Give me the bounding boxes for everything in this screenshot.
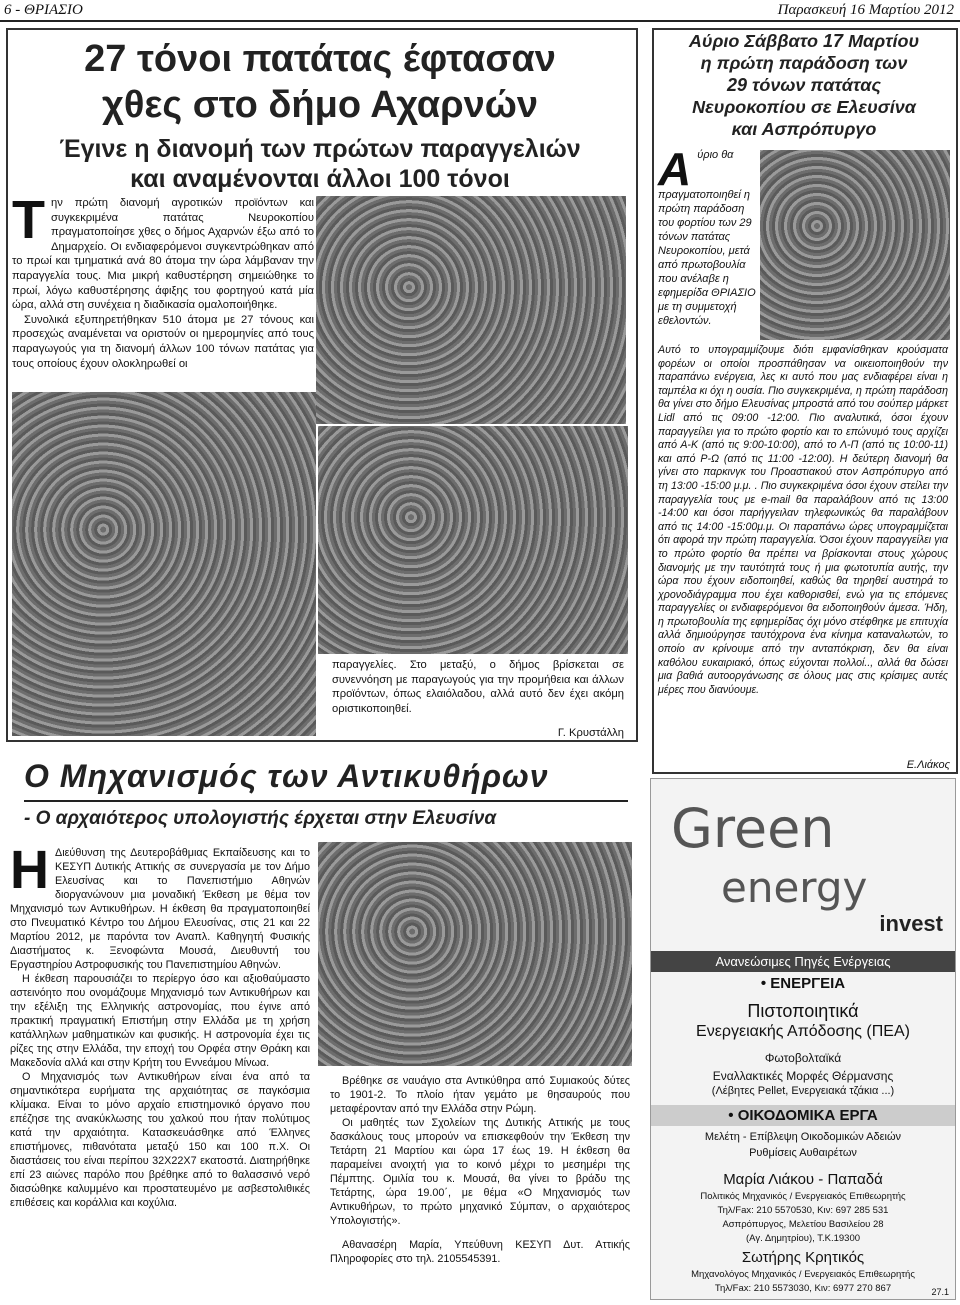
antikythera-mechanism-photo [318, 842, 632, 1066]
article2-title: Ο Μηχανισμός των Αντικυθήρων [24, 758, 549, 794]
ad-person2-title: Μηχανολόγος Μηχανικός / Ενεργειακός Επιθεωρητής [691, 1269, 915, 1280]
ad-tagline: Ανανεώσιμες Πηγές Ενέργειας [651, 951, 955, 972]
sidebar-body: Αυτό το υπογραμμίζουμε διότι εμφανίσθηκαν κρούσματα φορέων οι οποίοι προσπάθησαν να οικειοποιηθούν την παραπάνω ενέργεια, λες κι αυτό που μας ενδιαφέρει είναι η ταμπέλα κι όχι η ουσία. Πιο συγκεκριμένα, η πρώτη παράδοση θα γίνει στο δήμο Ελευσίνας μπροστά από του σούπερ μάρκετ Lidl από τις 09:00 -12:00. Πιο αναλυτικά, όσοι έχουν παραγγείλει για το πρώτο φορτίο και το επώνυμό τους αρχίζει από Α-Κ (από τις 9:00-10:00), από το Λ-Π (από τις 10:00-11) και από Ρ-Ω (από τις 11:00 -12:00). Η δεύτερη διανομή θα γίνει στο παρκινγκ του Προαστιακού στον Ασπρόπυργο από τη 13:00 -15:00 μ.μ. . Πιο συγκεκριμένα όσοι έχουν στείλει την παραγγελία τους με e-mail θα παραλάβουν από τις 13:00 -14:00 και όσοι παρήγγειλαν τηλεφωνικώς θα παραλάβουν από τις 14:00 -15:00μ.μ. Οι παραπάνω ώρες υπογραμμίζεται ότι αφορά την πρώτη παραγγελία. Όσοι έχουν παραγγείλει για το πρώτο φορτίο θα πρέπει να βρίσκονται στους χώρους διανομής με την ταυτότητά τους ή μια φωτοτυπία αυτής, την ώρα που έχουν ειδοποιηθεί, καθώς θα τηρηθεί αυστηρά το χρονοδιάγραμμα που έχει καθορισθεί, ενώ για τις επόμενες παραγγελίες οι ενδιαφερόμενοι θα ειδοποιηθούν άμεσα. Ήδη, η πρωτοβουλία της εφημερίδας όχι μόνο στέφθηκε με επιτυχία αλλά δημιούργησε ταυτόχρονα ένα κίνημα καταναλωτών, το οποίο αν κρίνουμε από την ανταπόκριση, δεν θα είναι καθόλου ευκαιριακό, όπως εύχονται πολλοί.., αλλά θα δώσει μια βαθιά αυτοοργάνωσης σε όλους μας στις κρίσιμες αυτές μέρες που διανύουμε. [658, 344, 948, 696]
ad-person1-title: Πολιτικός Μηχανικός / Ενεργειακός Επιθεωρητής [700, 1191, 906, 1202]
ad-works-desc2: Ρυθμίσεις Αυθαιρέτων [749, 1147, 857, 1159]
article2-dropcap: Η [10, 840, 49, 900]
ad-brand-invest: invest [879, 911, 943, 936]
article1-para2: Συνολικά εξυπηρετήθηκαν 510 άτομα με 27 τόνους και προσεχώς αναμένεται να οριστούν οι ημερομηνίες από τους παραγωγούς για τη διανομή άλλων 100 τόνων πατάτας για τους οποίους έχουν ολοκληρωθεί οι [12, 313, 314, 370]
ad-item-photovoltaics: Φωτοβολταϊκά [764, 1051, 842, 1065]
distribution-crowd-photo [318, 426, 628, 654]
ad-person1-name: Μαρία Λιάκου - Παπαδά [723, 1171, 883, 1188]
ad-person1-addr2: (Αγ. Δημητρίου), Τ.Κ.19300 [745, 1233, 861, 1244]
article1-dropcap: Τ [12, 190, 45, 250]
article2-col2-para1: Βρέθηκε σε ναυάγιο στα Αντικύθηρα από Συμιακούς δύτες το 1901-2. Το πλοίο ήταν γεμάτο με θησαυρούς που μεταφέρονταν από την Ελλάδα στην Ρώμη. [330, 1075, 630, 1115]
article1-title-line2: χθες στο δήμο Αχαρνών [101, 84, 539, 126]
sidebar-title-line1: Αύριο Σάββατο 17 Μαρτίου [688, 31, 920, 51]
article2-rule [24, 800, 628, 802]
ad-item-heating: Εναλλακτικές Μορφές Θέρμανσης [712, 1069, 894, 1083]
sidebar-title-line5: και Ασπρόπυργο [731, 119, 877, 139]
article1-subtitle-line2: και αναμένονται άλλοι 100 τόνοι [130, 165, 510, 193]
page-date-header: Παρασκευή 16 Μαρτίου 2012 [777, 2, 954, 18]
article2-para3: Ο Μηχανισμός των Αντικυθήρων είναι ένα από τα σημαντικότερα ευρήματα της αρχαιότητας σε παγκόσμια κλίμακα. Είναι το μόνο αρχαίο επιστημονικό όργανο που επέζησε της ανακύκλωσης του χαλκού που ήταν πολύτιμος κατά την αρχαιότητα. Κατασκευάσθηκε από Έλληνες επιστήμονες, πιθανότατα μεταξύ 150 και 100 π.Χ. Οι διαστάσεις του είναι περίπου 32X22X7 εκατοστά. Διατηρήθηκε επί 23 αιώνες παρόλο που βρέθηκε από το θαλασσινό νερό διασώθηκε καλυμμένο και προστατευμένο με ασβεστολιθικές επιθέσεις και κοράλλια και κοχύλια. [10, 1071, 310, 1209]
ad-works-desc1: Μελέτη - Επίβλεψη Οικοδομικών Αδειών [704, 1131, 902, 1143]
article1-body [12, 190, 314, 371]
ad-pea-line2: Ενεργειακής Απόδοσης (ΠΕΑ) [696, 1023, 910, 1040]
sidebar-title-line2: η πρώτη παράδοση των [700, 53, 908, 73]
ad-person2-name: Σωτήρης Κρητικός [741, 1249, 865, 1266]
volunteer-potato-photo [760, 150, 950, 340]
sidebar-dropcap: Α [658, 143, 692, 195]
ad-energy-heading: • ΕΝΕΡΓΕΙΑ [760, 975, 846, 992]
article2-contact: Αθανασέρη Μαρία, Υπεύθυνη ΚΕΣΥΠ Δυτ. Αττικής Πληροφορίες στο τηλ. 2105545391. [330, 1239, 630, 1265]
article1-continuation: παραγγελίες. Στο μεταξύ, ο δήμος βρίσκεται σε συνεννόηση με παραγωγούς για την προμήθεια και άλλων προϊόντων, όπως ελαιόλαδου, αλλά αυτό δεν έχει ακόμη οριστικοποιηθεί. [332, 659, 624, 715]
article1-title [10, 36, 630, 128]
sidebar-title-line3: 29 τόνων πατάτας [726, 75, 881, 95]
ad-works-heading: • ΟΙΚΟΔΟΜΙΚΑ ΕΡΓΑ [651, 1105, 955, 1126]
potato-truck-photo-top [316, 196, 626, 424]
article1-subtitle-line1: Έγινε η διανομή των πρώτων παραγγελιών [59, 135, 581, 163]
article1-title-line1: 27 τόνοι πατάτας έφτασαν [84, 38, 556, 80]
ad-person2-tel: Τηλ/Fax: 210 5573030, Κιν: 6977 270 867 [714, 1283, 892, 1294]
header-rule [0, 20, 960, 22]
potato-truck-photo-bottom [12, 392, 316, 736]
article2-subtitle: - Ο αρχαιότερος υπολογιστής έρχεται στην Ελευσίνα [24, 808, 497, 829]
green-energy-ad [650, 778, 956, 1300]
article2-para2: Η έκθεση παρουσιάζει το περίεργο όσο και αξιοθαύμαστο αστεινόητο που ονομάζουμε Μηχανισμό των Αντικυθήρων και την εξέλιξη της Ελληνικής αστρονομίας, που έγινε από πρακτική πραγματική Επιστήμη στην Ελλάδα με τη χρήση κατάλληλων μαθηματικών και φυσικής. Η αστρονομία έχει τις ρίζες της στην Ελλάδα, την εποχή του Ορφέα στην Θράκη και Μακεδονία αλλά και στην Κρήτη του Εννεάμου Μίνωα. [10, 973, 310, 1069]
ad-brand-green: Green [671, 797, 835, 860]
article1-para1: ην πρώτη διανομή αγροτικών προϊόντων και συγκεκριμένα πατάτας Νευροκοπίου πραγματοποίησε χθες ο δήμος Αχαρνών έξω από το Δημαρχείο. Οι ενδιαφερόμενοι συγκεντρώθηκαν από το πρωί και τμηματικά ανά 80 άτομα την ώρα λάμβαναν την παραγγελία τους. Μια μικρή καθυστέρηση σημειώθηκε το πρωί, λόγω καθυστέρησης άφιξης του φορτηγού κατά μία ώρα, αλλά στη συνέχεια η διαδικασία ομαλοποιήθηκε. [12, 197, 314, 312]
sidebar-title-line4: Νευροκοπίου σε Ελευσίνα [692, 97, 916, 117]
article1-author: Γ. Κρυστάλλη [557, 727, 624, 739]
page-number-header: 6 - ΘΡΙΑΣΙΟ [4, 2, 83, 18]
article2-col1 [10, 840, 310, 1210]
ad-pea-line1: Πιστοποιητικά [747, 1001, 859, 1021]
sidebar-title [654, 30, 954, 140]
ad-code: 27.1 [931, 1287, 949, 1297]
ad-person1-addr1: Ασπρόπυργος, Μελετίου Βασιλείου 28 [722, 1219, 884, 1230]
article1-subtitle [10, 134, 630, 194]
sidebar-intro-text: ύριο θα πραγματοποιηθεί η πρώτη παράδοση του φορτίου των 29 τόνων πατάτας Νευροκοπίου, μετά από πρωτοβουλία που ανέλαβε η εφημερίδα ΘΡΙΑΣΙΟ με τη συμμετοχή εθελοντών. [658, 149, 756, 327]
sidebar-intro [658, 143, 758, 328]
article2-col2 [330, 1074, 630, 1266]
ad-brand-energy: energy [721, 863, 868, 912]
article2-col2-para2: Οι μαθητές των Σχολείων της Δυτικής Αττικής με τους δασκάλους τους μπορούν να επισκεφθούν την Έκθεση την Τετάρτη 21 Μαρτίου και ώρα 17 έως 19. Η έκθεση θα παραμείνει ανοιχτή για το κοινό μέχρι το μεσημέρι της Πέμπτης. Ομιλία του κ. Μουσά, θα γίνει το βράδυ της Τετάρτης, ώρα 19.00΄, με θέμα «Ο Μηχανισμός των Αντικυθήρων, το πρώτο μηχανικό Σύμπαν, ο αρχαιότερος Υπολογιστής». [330, 1117, 630, 1227]
ad-person1-tel: Τηλ/Fax: 210 5570530, Κιν: 697 285 531 [717, 1205, 889, 1216]
article2-para1: Διεύθυνση της Δευτεροβάθμιας Εκπαίδευσης και το ΚΕΣΥΠ Δυτικής Αττικής σε συνεργασία με τον Δήμο Ελευσίνας και το Πανεπιστήμιο Αθηνών διοργανώνουν μια μοναδική Έκθεση με θέμα τον Μηχανισμό των Αντικυθήρων. Η έκθεση θα πραγματοποιηθεί στο Πνευματικό Κέντρο του Δήμου Ελευσίνας, στις 21 και 22 Μαρτίου 2012, με παρόντα τον Αναπλ. Καθηγητή Φυσικής Διαστήματος κ. Ξενοφώντα Μουσά, Διευθυντή του Εργαστηρίου Αστροφυσικής του Πανεπιστημίου Αθηνών. [10, 847, 310, 971]
ad-item-pellet: (Λέβητες Pellet, Ενεργειακά τζάκια ...) [711, 1085, 895, 1097]
sidebar-author: Ε.Λιάκος [906, 759, 950, 771]
